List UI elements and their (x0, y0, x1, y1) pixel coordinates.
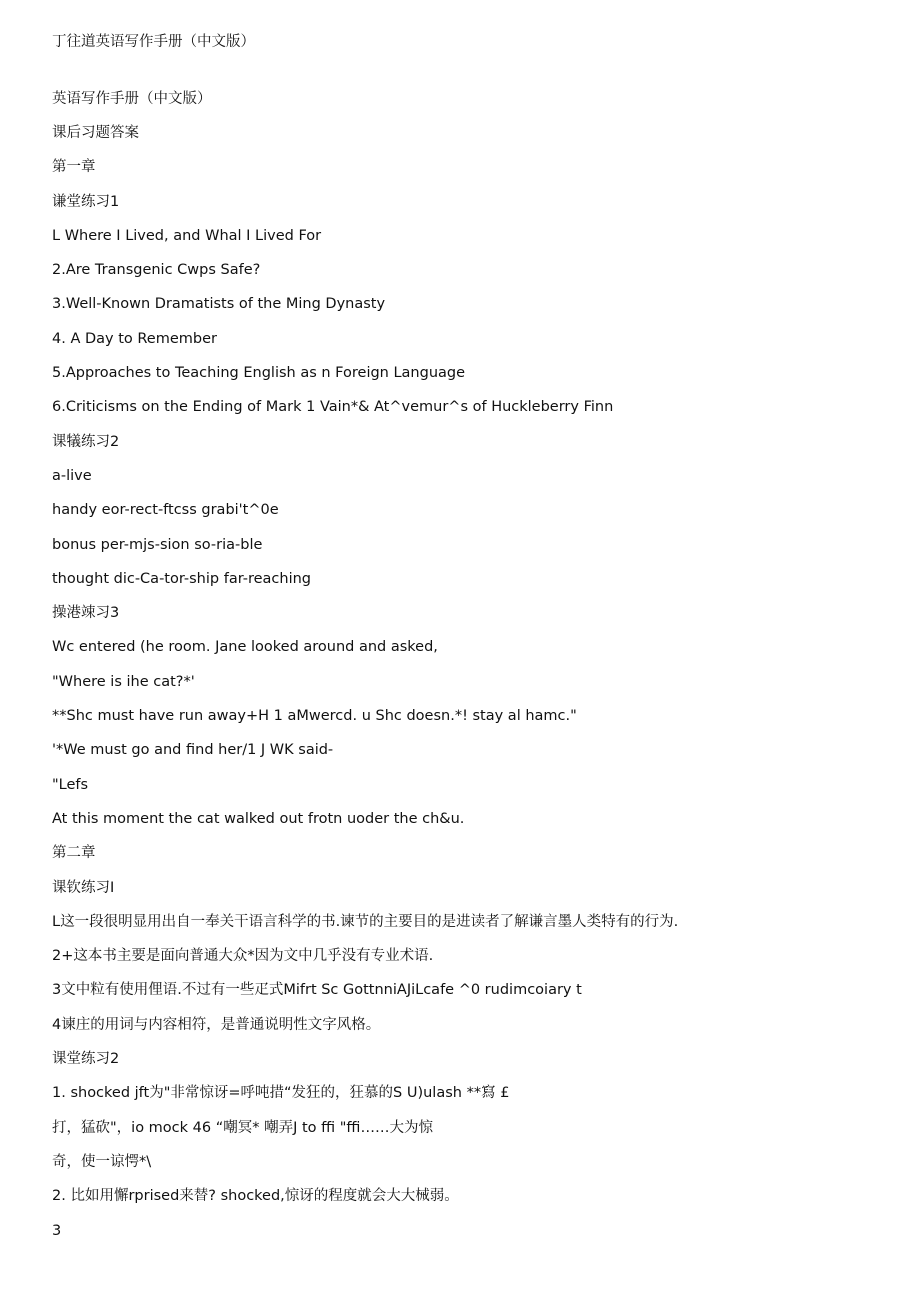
text-line: 3.Well-Known Dramatists of the Ming Dynasty (52, 296, 386, 312)
text-line: L这一段很明显用出自一奉关干语言科学的书.谏节的主要目的是进读者了解谦言墨人类特有的行为. (52, 914, 679, 930)
text-line: handy eor-rect-ftcss grabi't^0e (52, 502, 279, 518)
text-line: 第一章 (52, 159, 96, 175)
text-line: 1. shocked jft为"非常惊讶=呼吨措“发狂的，狂慕的S U)ulash **寫 £ (52, 1085, 510, 1101)
text-line: Wc entered (he room. Jane looked around and asked, (52, 639, 438, 655)
text-line: 4. A Day to Remember (52, 331, 217, 347)
page-number: 3 (52, 1223, 62, 1239)
text-line: 奇，使一谅愕*\ (52, 1154, 152, 1170)
text-line: 2. 比如用懈rprised来替? shocked,惊讶的程度就会大大械弱。 (52, 1188, 459, 1204)
text-line: 谦堂练习1 (52, 194, 120, 210)
text-line: 英语写作手册（中文版） (52, 91, 212, 107)
text-line: 5.Approaches to Teaching English as n Foreign Language (52, 365, 466, 381)
text-line: 6.Criticisms on the Ending of Mark 1 Vain*& At^vemur^s of Huckleberry Finn (52, 399, 614, 415)
text-line: L Where I Lived, and Whal I Lived For (52, 228, 322, 244)
text-line: 3文中粒有使用俚语.不过有一些疋式Mifrt Sc GottnniAJiLcafe ^0 rudimcoiary t (52, 982, 582, 998)
text-line: 2+这本书主要是面向普通大众*因为文中几乎没有专业术语. (52, 948, 434, 964)
text-line: 打，猛砍"，io mock 46 “嘲冥* 嘲弄J to ffi "ffi……大为惊 (52, 1120, 433, 1136)
document-header-title: 丁往道英语写作手册（中文版） (52, 34, 255, 50)
text-line: 课堂练习2 (52, 1051, 120, 1067)
text-line: **Shc must have run away+H 1 aMwercd. u Shc doesn.*! stay al hamc." (52, 708, 577, 724)
text-line: 课后习题答案 (52, 125, 139, 141)
text-line: "Where is ihe cat?*' (52, 674, 195, 690)
text-line: "Lefs (52, 777, 89, 793)
text-line: '*We must go and find her/1 J WK said- (52, 742, 334, 758)
text-line: 课犠练习2 (52, 434, 120, 450)
text-line: 4谏庄的用词与内容相符，是普通说明性文字风格。 (52, 1017, 381, 1033)
text-line: 课钦练习I (52, 880, 115, 896)
text-line: 2.Are Transgenic Cwps Safe? (52, 262, 261, 278)
text-line: 操港竦习3 (52, 605, 120, 621)
text-line: a-live (52, 468, 92, 484)
text-line: At this moment the cat walked out frotn uoder the ch&u. (52, 811, 465, 827)
text-line: thought dic-Ca-tor-ship far-reaching (52, 571, 312, 587)
text-line: bonus per-mjs-sion so-ria-ble (52, 537, 263, 553)
text-line: 第二章 (52, 845, 96, 861)
